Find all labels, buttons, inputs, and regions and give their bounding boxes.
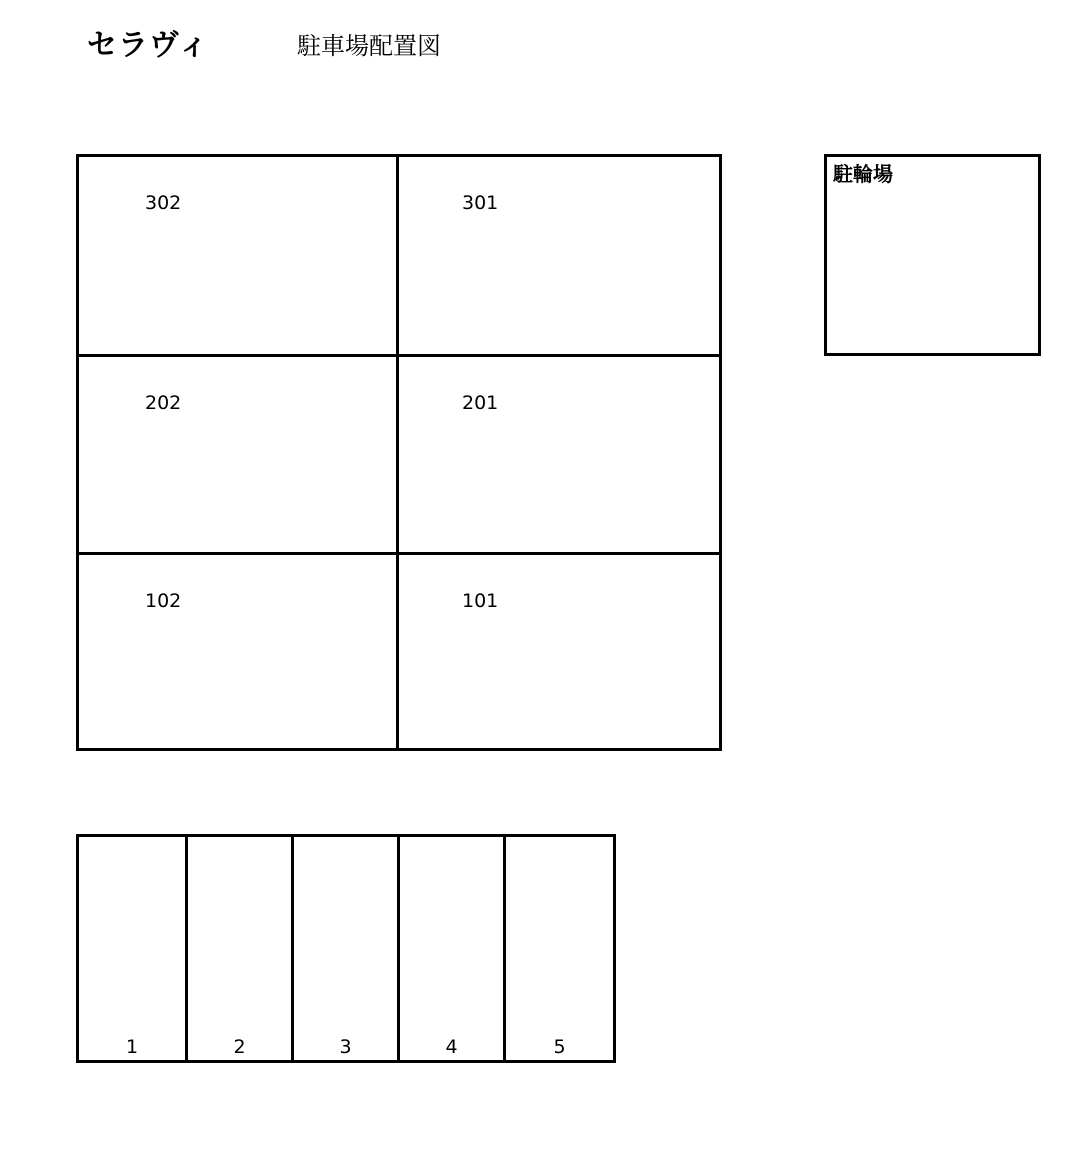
building-unit-grid (76, 154, 722, 751)
parking-space-5-number: 5 (553, 1036, 566, 1058)
parking-space-2 (188, 837, 294, 1060)
unit-301-label: 301 (462, 192, 499, 214)
parking-space-1-number: 1 (125, 1036, 139, 1058)
unit-302-label: 302 (145, 192, 182, 214)
unit-101 (399, 555, 719, 748)
parking-space-4 (400, 837, 506, 1060)
parking-space-1 (79, 837, 188, 1060)
unit-302 (79, 157, 399, 357)
diagram-title: 駐車場配置図 (297, 32, 441, 60)
parking-space-3-number: 3 (339, 1036, 352, 1058)
parking-spaces (76, 834, 616, 1063)
unit-301 (399, 157, 719, 357)
bicycle-parking-label: 駐輪場 (833, 162, 893, 186)
unit-101-label: 101 (462, 590, 499, 612)
property-name: セラヴィ (87, 28, 210, 63)
parking-space-5 (506, 837, 613, 1060)
unit-201 (399, 357, 719, 555)
bicycle-parking-area (824, 154, 1041, 356)
unit-202-label: 202 (145, 392, 182, 414)
unit-102-label: 102 (145, 590, 182, 612)
parking-space-2-number: 2 (233, 1036, 246, 1058)
parking-space-3 (294, 837, 400, 1060)
unit-102 (79, 555, 399, 748)
unit-201-label: 201 (462, 392, 499, 414)
parking-space-4-number: 4 (445, 1036, 458, 1058)
unit-202 (79, 357, 399, 555)
